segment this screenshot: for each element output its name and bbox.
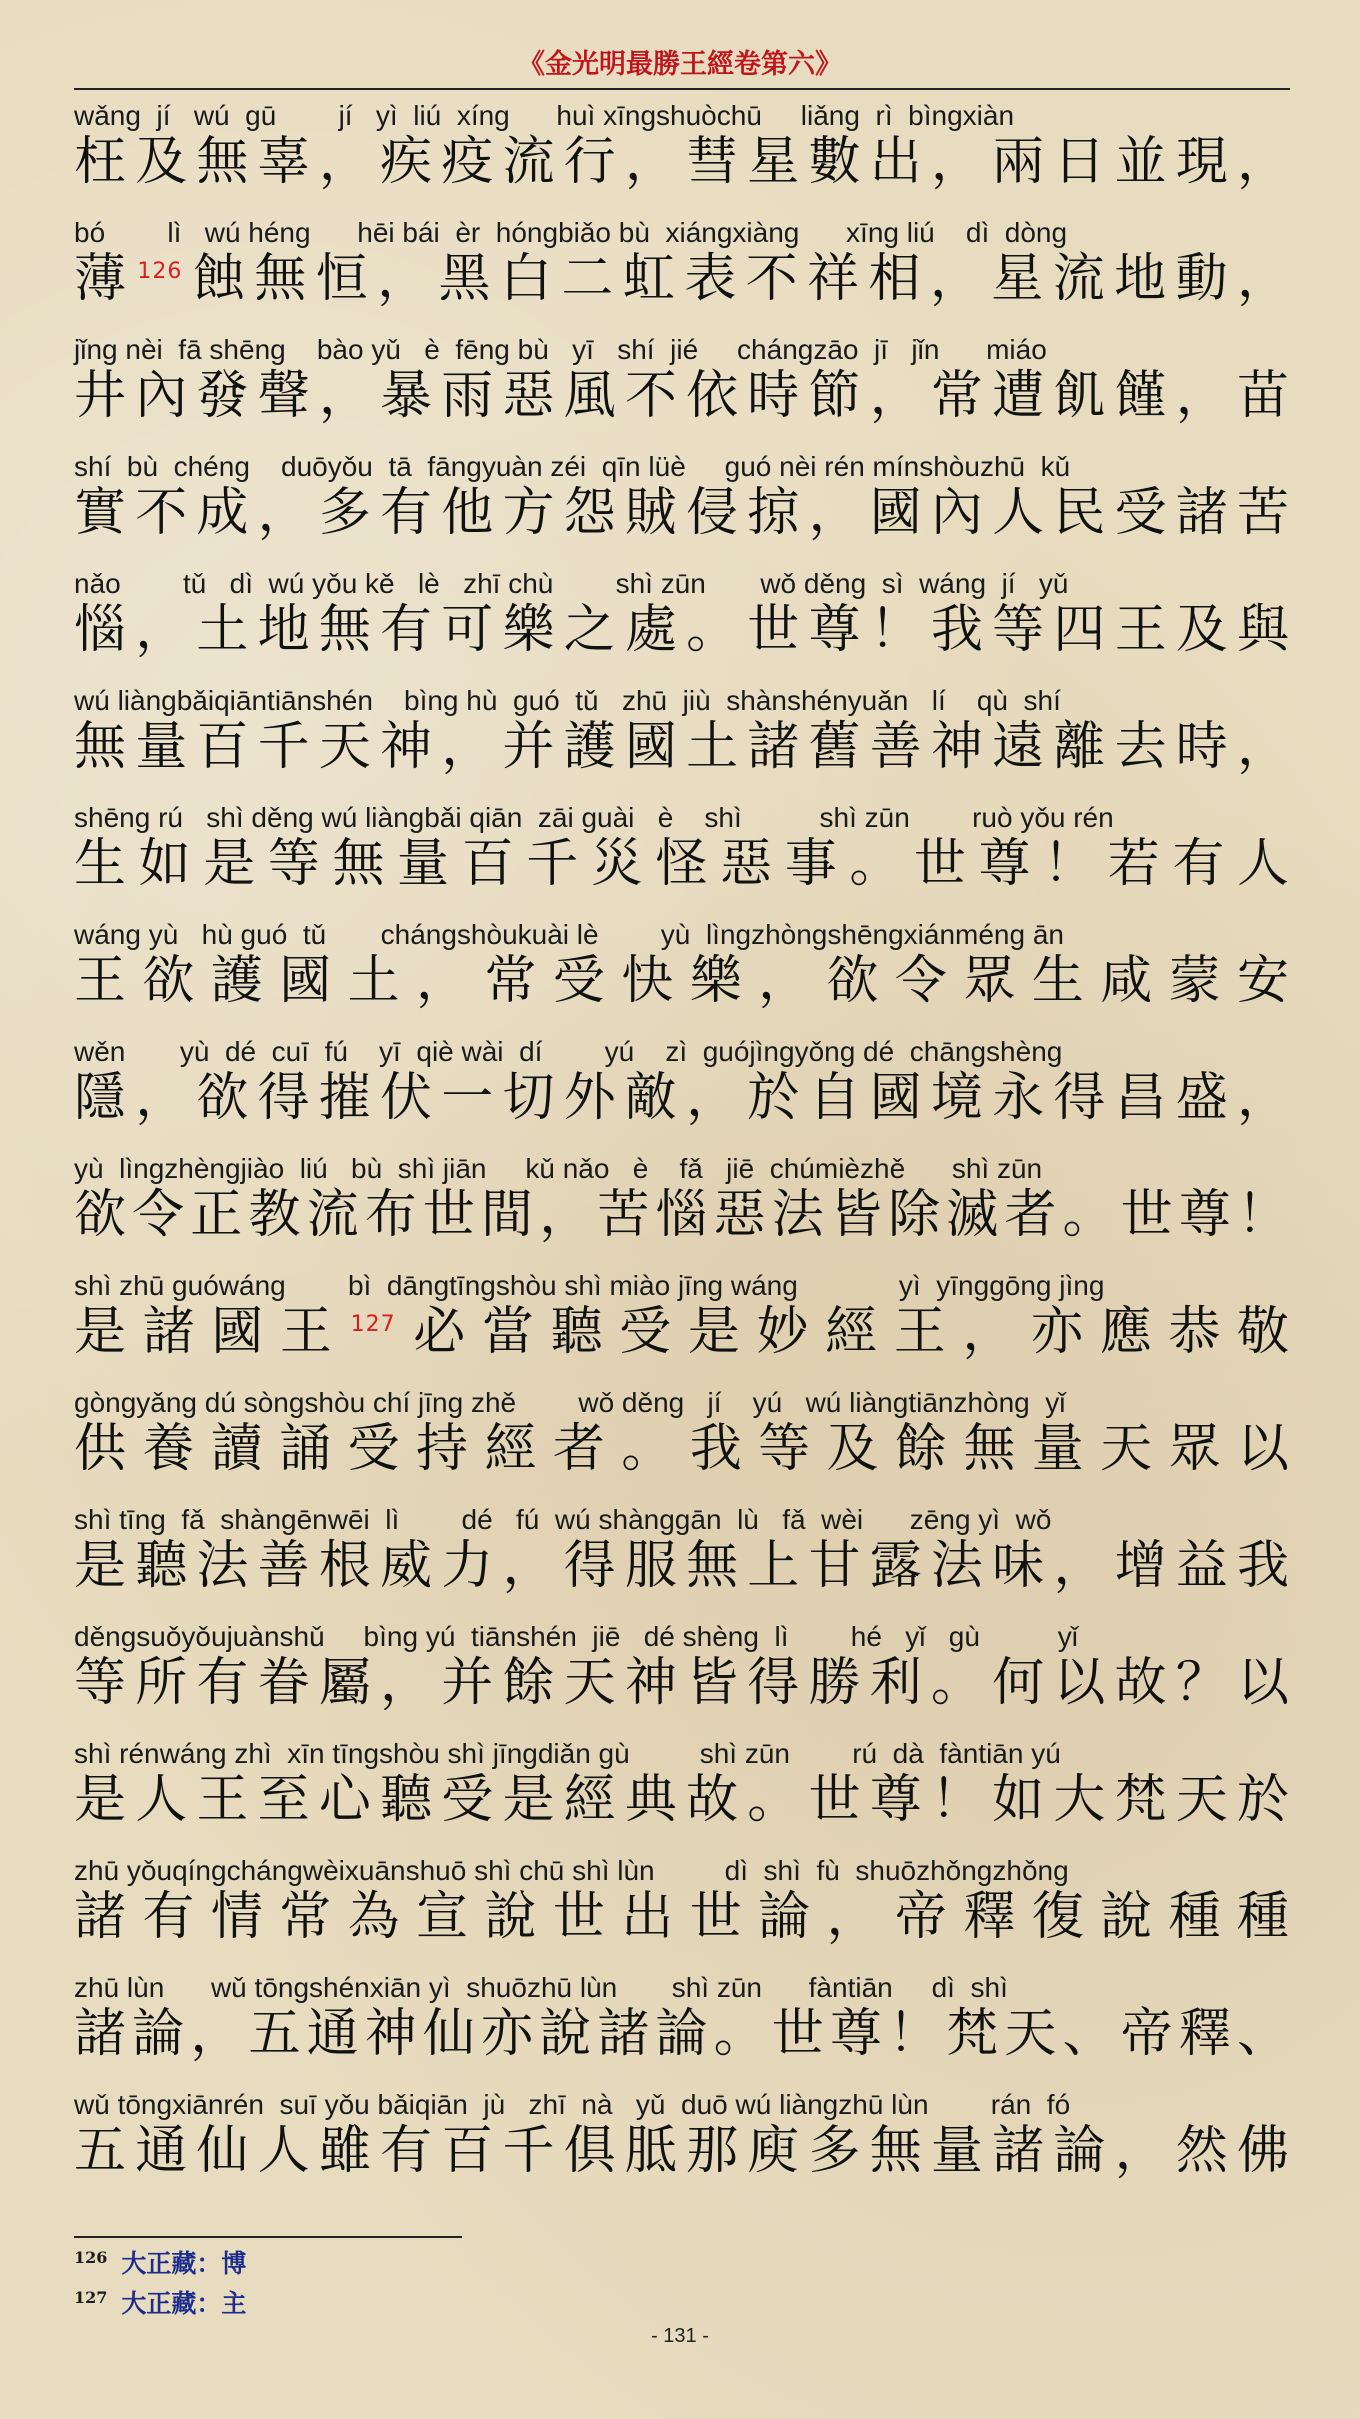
hanzi-line: 供養讀誦受持經者。我等及餘無量天眾以 bbox=[74, 1419, 1290, 1479]
pinyin-line: wǎng jí wú gū jí yì liú xíng huì xīngshuòchū liǎng rì bìngxiàn bbox=[74, 100, 1015, 131]
text-line-4 bbox=[74, 449, 1290, 566]
pinyin-line: wáng yù hù guó tǔ chángshòukuài lè yù lìngzhòngshēngxiánméng ān bbox=[74, 919, 1064, 950]
text-line-13 bbox=[74, 1502, 1290, 1619]
hanzi-line: 是聽法善根威力，得服無上甘露法味，增益我 bbox=[74, 1536, 1290, 1596]
text-line-14 bbox=[74, 1619, 1290, 1736]
pinyin-line: nǎo tǔ dì wú yǒu kě lè zhī chù shì zūn wǒ děng sì wáng jí yǔ bbox=[74, 568, 1069, 599]
pinyin-line: yù lìngzhèngjiào liú bù shì jiān kǔ nǎo è fǎ jiē chúmièzhě shì zūn bbox=[74, 1153, 1043, 1184]
pinyin-line: wěn yù dé cuī fú yī qiè wài dí yú zì guójìngyǒng dé chāngshèng bbox=[74, 1036, 1063, 1067]
footnote-126 bbox=[74, 2244, 246, 2280]
pinyin-line: wǔ tōngxiānrén suī yǒu bǎiqiān jù zhī nà yǔ duō wú liàngzhū lùn rán fó bbox=[74, 2089, 1071, 2120]
hanzi-line: 王欲護國土，常受快樂，欲令眾生咸蒙安 bbox=[74, 951, 1290, 1011]
text-line-18 bbox=[74, 2087, 1290, 2204]
pinyin-line: shí bù chéng duōyǒu tā fāngyuàn zéi qīn lüè guó nèi rén mínshòuzhū kǔ bbox=[74, 451, 1071, 482]
hanzi-line: 實不成，多有他方怨賊侵掠，國內人民受諸苦 bbox=[74, 483, 1290, 543]
text-line-11 bbox=[74, 1268, 1290, 1385]
hanzi-segment: 必當聽受是妙經王，亦應恭敬 bbox=[397, 1302, 1290, 1362]
hanzi-segment: 是諸國王 bbox=[74, 1302, 349, 1362]
text-line-16 bbox=[74, 1853, 1290, 1970]
text-line-3 bbox=[74, 332, 1290, 449]
hanzi-segment: 薄 bbox=[74, 249, 136, 309]
text-line-9 bbox=[74, 1034, 1290, 1151]
text-line-1 bbox=[74, 98, 1290, 215]
text-line-2 bbox=[74, 215, 1290, 332]
hanzi-line: 等所有眷屬，并餘天神皆得勝利。何以故？以 bbox=[74, 1653, 1290, 1713]
pinyin-line: shì rénwáng zhì xīn tīngshòu shì jīngdiǎn gù shì zūn rú dà fàntiān yú bbox=[74, 1738, 1061, 1769]
hanzi-line: 諸論，五通神仙亦說諸論。世尊！梵天、帝釋、 bbox=[74, 2004, 1290, 2064]
header-divider bbox=[74, 88, 1290, 90]
footnote-number: 126 bbox=[74, 2247, 108, 2267]
page-header-title: 《金光明最勝王經卷第六》 bbox=[518, 49, 842, 80]
hanzi-line: 是人王至心聽受是經典故。世尊！如大梵天於 bbox=[74, 1770, 1290, 1830]
text-line-12 bbox=[74, 1385, 1290, 1502]
pinyin-line: shì zhū guówáng bì dāngtīngshòu shì miào jīng wáng yì yīnggōng jìng bbox=[74, 1270, 1105, 1301]
hanzi-line bbox=[74, 1300, 1290, 1364]
text-line-5 bbox=[74, 566, 1290, 683]
footnote-ref-127[interactable]: 127 bbox=[350, 1311, 396, 1337]
hanzi-line: 諸有情常為宣說世出世論，帝釋復說種種 bbox=[74, 1887, 1290, 1947]
hanzi-line: 隱，欲得摧伏一切外敵，於自國境永得昌盛， bbox=[74, 1068, 1290, 1128]
text-line-10 bbox=[74, 1151, 1290, 1268]
text-line-15 bbox=[74, 1736, 1290, 1853]
text-body bbox=[74, 98, 1290, 2204]
pinyin-line: jǐng nèi fā shēng bào yǔ è fēng bù yī shí jié chángzāo jī jǐn miáo bbox=[74, 334, 1047, 365]
page-number: - 131 - bbox=[651, 2325, 709, 2347]
footnote-127 bbox=[74, 2284, 246, 2320]
hanzi-line: 惱，土地無有可樂之處。世尊！我等四王及與 bbox=[74, 600, 1290, 660]
hanzi-line: 無量百千天神，并護國土諸舊善神遠離去時， bbox=[74, 717, 1290, 777]
pinyin-line: gòngyǎng dú sòngshòu chí jīng zhě wǒ děng jí yú wú liàngtiānzhòng yǐ bbox=[74, 1387, 1066, 1418]
text-line-6 bbox=[74, 683, 1290, 800]
pinyin-line: děngsuǒyǒujuànshǔ bìng yú tiānshén jiē dé shèng lì hé yǐ gù yǐ bbox=[74, 1621, 1078, 1652]
footnote-divider bbox=[74, 2236, 462, 2238]
footnote-text: 大正藏：主 bbox=[121, 2289, 247, 2318]
text-line-17 bbox=[74, 1970, 1290, 2087]
pinyin-line: wú liàngbǎiqiāntiānshén bìng hù guó tǔ zhū jiù shànshényuǎn lí qù shí bbox=[74, 685, 1061, 716]
text-line-8 bbox=[74, 917, 1290, 1034]
text-line-7 bbox=[74, 800, 1290, 917]
footnote-text: 大正藏：博 bbox=[121, 2249, 247, 2278]
hanzi-line: 五通仙人雖有百千俱胝那庾多無量諸論，然佛 bbox=[74, 2121, 1290, 2181]
footnote-ref-126[interactable]: 126 bbox=[137, 258, 183, 284]
pinyin-line: zhū lùn wǔ tōngshénxiān yì shuōzhū lùn shì zūn fàntiān dì shì bbox=[74, 1972, 1008, 2003]
hanzi-line: 井內發聲，暴雨惡風不依時節，常遭飢饉，苗 bbox=[74, 366, 1290, 426]
pinyin-line: zhū yǒuqíngchángwèixuānshuō shì chū shì lùn dì shì fù shuōzhǒngzhǒng bbox=[74, 1855, 1069, 1886]
pinyin-line: shēng rú shì děng wú liàngbǎi qiān zāi guài è shì shì zūn ruò yǒu rén bbox=[74, 802, 1114, 833]
hanzi-line: 欲令正教流布世間，苦惱惡法皆除滅者。世尊！ bbox=[74, 1185, 1290, 1245]
hanzi-line bbox=[74, 247, 1290, 311]
footnote-number: 127 bbox=[74, 2287, 108, 2307]
pinyin-line: bó lì wú héng hēi bái èr hóngbiǎo bù xiángxiàng xīng liú dì dòng bbox=[74, 217, 1068, 248]
hanzi-line: 生如是等無量百千災怪惡事。世尊！若有人 bbox=[74, 834, 1290, 894]
hanzi-segment: 蝕無恒，黑白二虹表不祥相，星流地動， bbox=[184, 249, 1290, 309]
hanzi-line: 枉及無辜，疾疫流行，彗星數出，兩日並現， bbox=[74, 132, 1290, 192]
pinyin-line: shì tīng fǎ shàngēnwēi lì dé fú wú shànggān lù fǎ wèi zēng yì wǒ bbox=[74, 1504, 1052, 1535]
